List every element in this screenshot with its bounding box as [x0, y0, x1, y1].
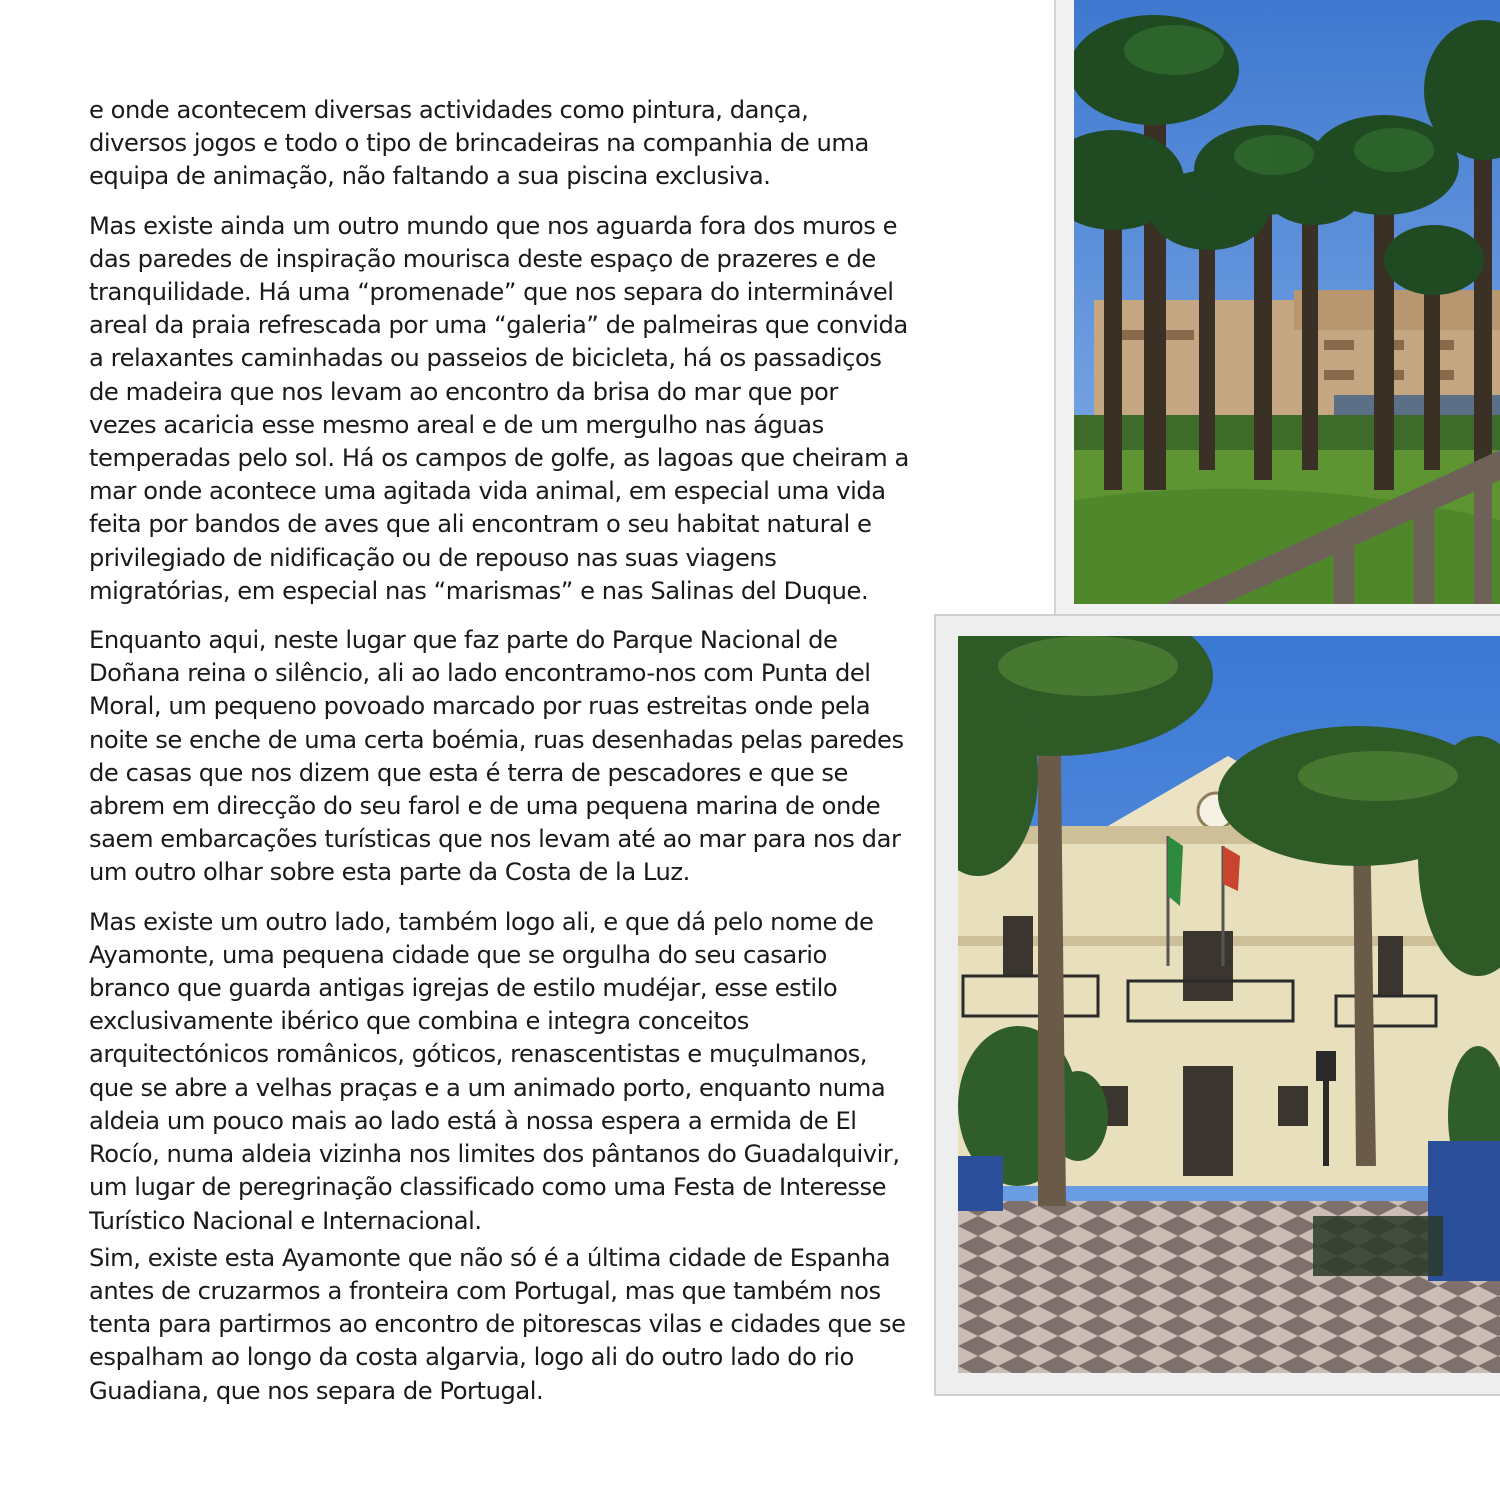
- town-hall-plaza-photo: [958, 636, 1500, 1373]
- paragraph-4: Mas existe um outro lado, também logo ali, e que dá pelo nome de Ayamonte, uma pequena cidade que se orgulha do seu casario branco que guarda antigas igrejas de estilo mudéjar, esse estilo exclusivamente ibérico que combina e integra conceitos arquitectónicos românicos, góticos, renascentistas e muçulmanos, que se abre a velhas praças e a um animado porto, enquanto numa aldeia um pouco mais ao lado está à nossa espera a ermida de El Rocío, numa aldeia vizinha nos limites dos pântanos do Guadalquivir, um lugar de peregrinação classificado como uma Festa de Interesse Turístico Nacional e Internacional.: [89, 907, 900, 1235]
- paragraph-2: Mas existe ainda um outro mundo que nos aguarda fora dos muros e das paredes de inspiração mourisca deste espaço de prazeres e de tranquilidade. Há uma “promenade” que nos separa do interminável areal da praia refrescada por uma “galeria” de palmeiras que convida a relaxantes caminhadas ou passeios de bicicleta, há os passadiços de madeira que nos levam ao encontro da brisa do mar que por vezes acaricia esse mesmo areal e de um mergulho nas águas temperadas pelo sol. Há os campos de golfe, as lagoas que cheiram a mar onde acontece uma agitada vida animal, em especial uma vida feita por bandos de aves que ali encontram o seu habitat natural e privilegiado de nidificação ou de repouso nas suas viagens migratórias, em especial nas “marismas” e nas Salinas del Duque.: [89, 211, 909, 605]
- paragraph-3: Enquanto aqui, neste lugar que faz parte do Parque Nacional de Doñana reina o silêncio, ali ao lado encontramo-nos com Punta del Moral, um pequeno povoado marcado por ruas estreitas onde pela noite se enche de uma certa boémia, ruas desenhadas pelas paredes de casas que nos dizem que esta é terra de pescadores e que se abrem em direcção do seu farol e de uma pequena marina de onde saem embarcações turísticas que nos levam até ao mar para nos dar um outro olhar sobre esta parte da Costa de la Luz.: [89, 626, 904, 887]
- paragraph-1: e onde acontecem diversas actividades como pintura, dança, diversos jogos e todo o tipo de brincadeiras na companhia de uma equipa de animação, não faltando a sua piscina exclusiva.: [89, 96, 869, 191]
- palm-promenade-photo: [1074, 0, 1500, 604]
- article-text: [89, 94, 909, 1410]
- paragraph-5: Sim, existe esta Ayamonte que não só é a última cidade de Espanha antes de cruzarmos a fronteira com Portugal, mas que também nos tenta para partirmos ao encontro de pitorescas vilas e cidades que se espalham ao longo da costa algarvia, logo ali do outro lado do rio Guadiana, que nos separa de Portugal.: [89, 1243, 906, 1405]
